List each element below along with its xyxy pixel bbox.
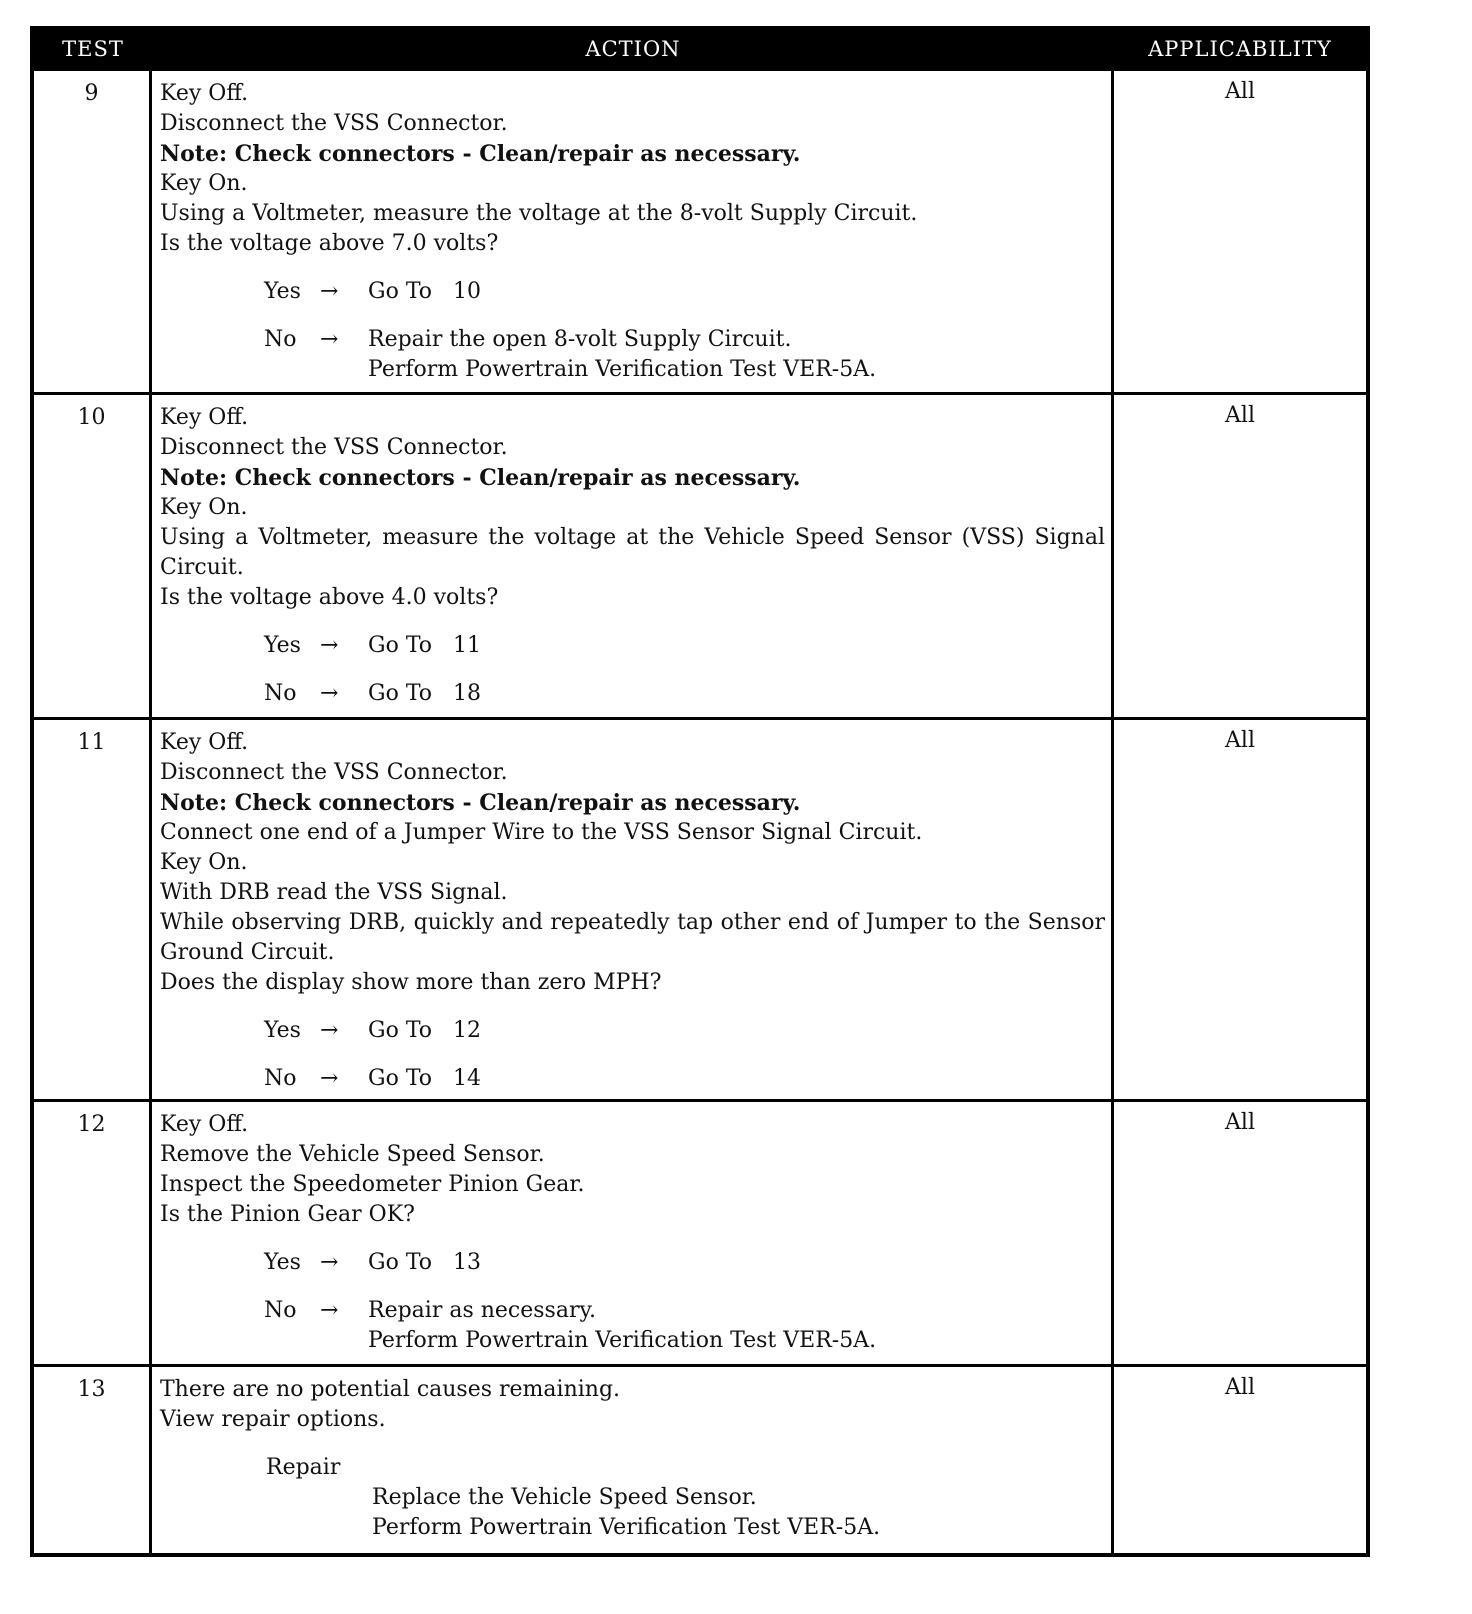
table-row [34, 717, 1366, 1099]
right-arrow-icon: → [320, 1018, 339, 1043]
table-row [34, 1099, 1366, 1364]
yes-branch [264, 631, 1105, 661]
yes-result: Go To 10 [368, 279, 481, 304]
action-line: There are no potential causes remaining. [160, 1377, 621, 1402]
action-line: Remove the Vehicle Speed Sensor. [160, 1142, 545, 1167]
action-cell [152, 720, 1114, 1099]
action-line: Does the display show more than zero MPH? [160, 970, 662, 995]
action-line: With DRB read the VSS Signal. [160, 880, 508, 905]
action-line: Is the Pinion Gear OK? [160, 1202, 415, 1227]
right-arrow-icon: → [320, 1066, 339, 1091]
no-branch [264, 325, 1105, 385]
no-label: No [264, 327, 297, 352]
action-line: Key On. [160, 495, 248, 520]
action-line: Key Off. [160, 405, 249, 430]
action-cell [152, 1367, 1114, 1553]
action-line: Disconnect the VSS Connector. [160, 111, 508, 136]
test-number: 13 [34, 1367, 152, 1553]
yes-label: Yes [264, 279, 301, 304]
no-label: No [264, 681, 297, 706]
header-test: TEST [62, 37, 124, 61]
action-line: Is the voltage above 7.0 volts? [160, 231, 499, 256]
action-line: Key On. [160, 850, 248, 875]
diagnostic-test-table [30, 26, 1370, 1557]
action-line: Key Off. [160, 730, 249, 755]
yes-branch [264, 1016, 1105, 1046]
no-label: No [264, 1066, 297, 1091]
no-result [368, 1296, 876, 1356]
yes-branch [264, 277, 1105, 307]
yes-result: Go To 12 [368, 1018, 481, 1043]
no-result [368, 325, 876, 385]
right-arrow-icon: → [320, 327, 339, 352]
yes-label: Yes [264, 633, 301, 658]
action-line: Key Off. [160, 81, 249, 106]
right-arrow-icon: → [320, 1298, 339, 1323]
action-line: Connect one end of a Jumper Wire to the VSS Sensor Signal Circuit. [160, 820, 923, 845]
no-result-line: Repair the open 8-volt Supply Circuit. [368, 327, 792, 352]
no-result: Go To 18 [368, 681, 481, 706]
table-header [34, 30, 1366, 68]
table-row [34, 68, 1366, 392]
action-line: Disconnect the VSS Connector. [160, 760, 508, 785]
action-line: Disconnect the VSS Connector. [160, 435, 508, 460]
table-row [34, 1364, 1366, 1553]
action-note: Note: Check connectors - Clean/repair as necessary. [160, 465, 801, 491]
action-note: Note: Check connectors - Clean/repair as necessary. [160, 141, 801, 167]
applicability-cell: All [1225, 403, 1255, 428]
header-applicability: APPLICABILITY [1148, 37, 1332, 61]
no-branch [264, 1064, 1105, 1094]
action-cell [152, 395, 1114, 717]
repair-line: Replace the Vehicle Speed Sensor. [372, 1485, 757, 1510]
header-action: ACTION [585, 37, 681, 61]
action-line: Is the voltage above 4.0 volts? [160, 585, 499, 610]
yes-result: Go To 11 [368, 633, 481, 658]
test-number: 10 [34, 395, 152, 717]
action-line: Key On. [160, 171, 248, 196]
action-cell [152, 71, 1114, 392]
action-line: Inspect the Speedometer Pinion Gear. [160, 1172, 585, 1197]
action-line: Key Off. [160, 1112, 249, 1137]
table-row [34, 392, 1366, 717]
right-arrow-icon: → [320, 681, 339, 706]
action-line: While observing DRB, quickly and repeatedly tap other end of Jumper to the Sensor Ground Circuit. [160, 910, 1105, 965]
applicability-cell: All [1225, 79, 1255, 104]
action-line: View repair options. [160, 1407, 386, 1432]
action-cell [152, 1102, 1114, 1364]
right-arrow-icon: → [320, 1250, 339, 1275]
no-branch [264, 679, 1105, 709]
action-note: Note: Check connectors - Clean/repair as necessary. [160, 790, 801, 816]
no-result-line: Perform Powertrain Verification Test VER-5A. [368, 357, 877, 382]
applicability-cell: All [1225, 728, 1255, 753]
no-result: Go To 14 [368, 1066, 481, 1091]
yes-result: Go To 13 [368, 1250, 481, 1275]
yes-label: Yes [264, 1250, 301, 1275]
action-line: Using a Voltmeter, measure the voltage at the Vehicle Speed Sensor (VSS) Signal Circuit. [160, 525, 1105, 580]
repair-line: Perform Powertrain Verification Test VER-5A. [372, 1515, 881, 1540]
test-number: 11 [34, 720, 152, 1099]
no-result-line: Perform Powertrain Verification Test VER-5A. [368, 1328, 877, 1353]
applicability-cell: All [1225, 1110, 1255, 1135]
repair-label: Repair [266, 1455, 341, 1480]
applicability-cell: All [1225, 1375, 1255, 1400]
yes-label: Yes [264, 1018, 301, 1043]
no-label: No [264, 1298, 297, 1323]
right-arrow-icon: → [320, 279, 339, 304]
repair-options [372, 1483, 1105, 1543]
yes-branch [264, 1248, 1105, 1278]
no-result-line: Repair as necessary. [368, 1298, 596, 1323]
right-arrow-icon: → [320, 633, 339, 658]
no-branch [264, 1296, 1105, 1356]
action-line: Using a Voltmeter, measure the voltage at the 8-volt Supply Circuit. [160, 201, 918, 226]
test-number: 9 [34, 71, 152, 392]
test-number: 12 [34, 1102, 152, 1364]
